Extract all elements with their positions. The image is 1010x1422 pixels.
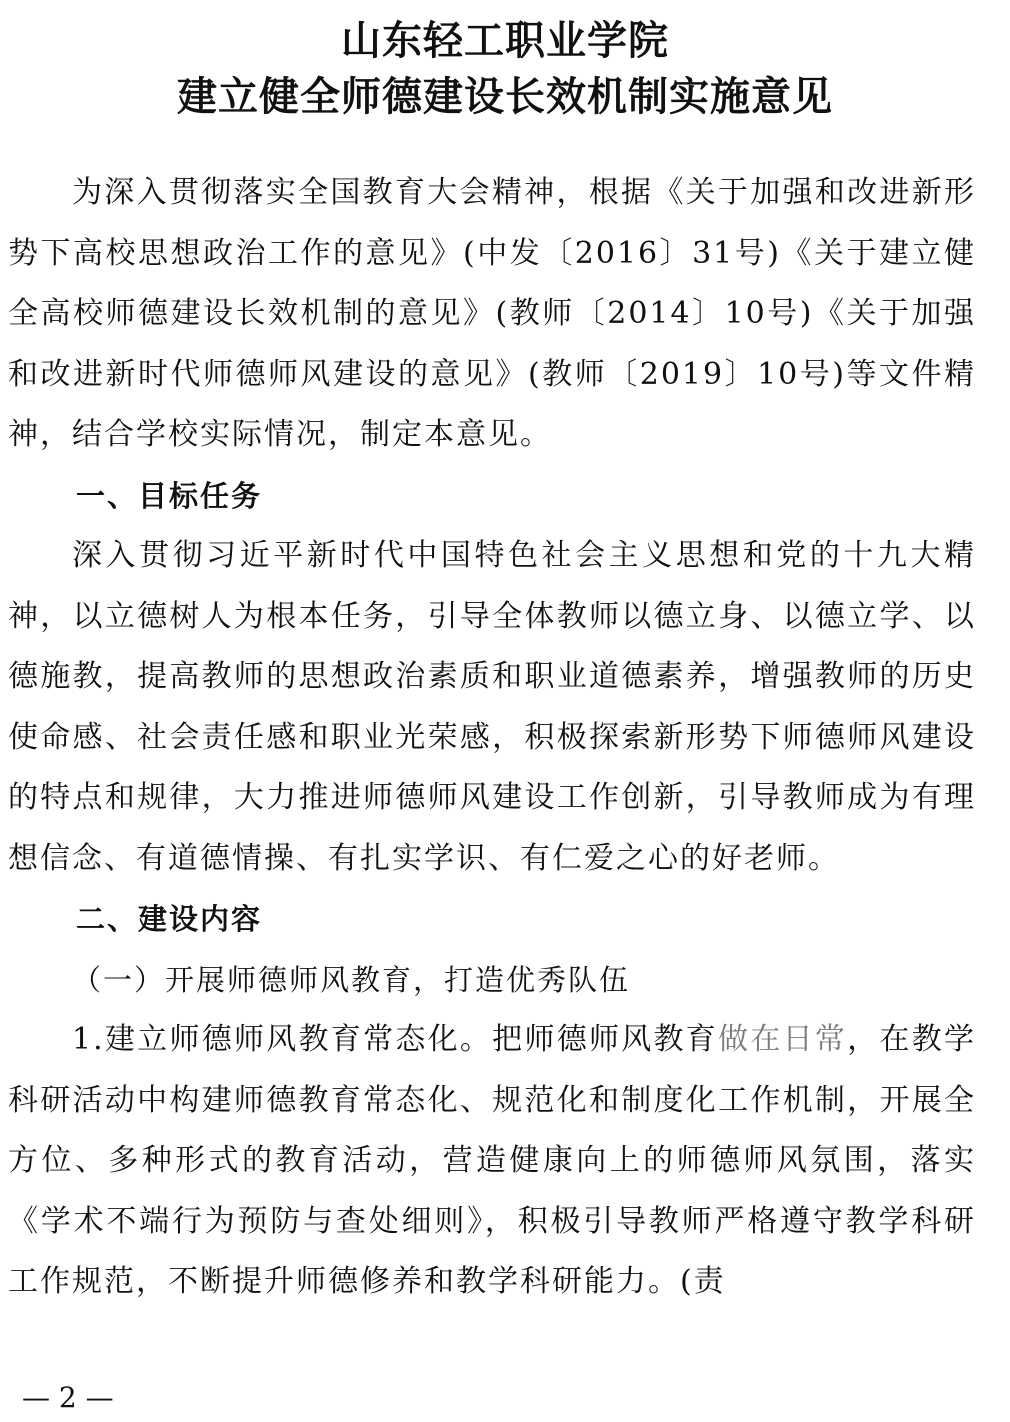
intro-paragraph: 为深入贯彻落实全国教育大会精神，根据《关于加强和改进新形势下高校思想政治工作的意见》(中发〔2016〕31号)《关于建立健全高校师德建设长效机制的意见》(教师〔2014〕10号)《关于加强和改进新时代师德师风建设的意见》(教师〔2019〕10号)等文件精神，结合学校实际情况，制定本意见。 <box>8 175 976 452</box>
document-body <box>8 163 976 1313</box>
goals-paragraph: 深入贯彻习近平新时代中国特色社会主义思想和党的十九大精神，以立德树人为根本任务，引导全体教师以德立身、以德立学、以德施教，提高教师的思想政治素质和职业道德素养，增强教师的历史使命感、社会责任感和职业光荣感，积极探索新形势下师德师风建设的特点和规律，大力推进师德师风建设工作创新，引导教师成为有理想信念、有道德情操、有扎实学识、有仁爱之心的好老师。 <box>8 538 976 876</box>
item1-paragraph <box>8 1010 976 1313</box>
item1-text-faded: 做在日常 <box>718 1022 848 1057</box>
item1-text-end: ，在教学科研活动中构建师德教育常态化、规范化和制度化工作机制，开展全方位、多种形式的教育活动，营造健康向上的师德师风氛围，落实《学术不端行为预防与查处细则》，积极引导教师严格遵守教学科研工作规范，不断提升师德修养和教学科研能力。(责 <box>8 1022 977 1299</box>
section-heading-content: 二、建设内容 <box>76 902 263 936</box>
item1-text-start: 1.建立师德师风教育常态化。把师德师风教育 <box>72 1022 719 1057</box>
section-heading-goals: 一、目标任务 <box>76 478 263 513</box>
document-title-subject: 建立健全师德建设长效机制实施意见 <box>177 73 833 120</box>
subsection-heading-education: （一）开展师德师风教育，打造优秀队伍 <box>72 962 631 997</box>
document-title-institution: 山东轻工职业学院 <box>341 17 669 64</box>
page-number: — 2 — <box>22 1381 114 1414</box>
